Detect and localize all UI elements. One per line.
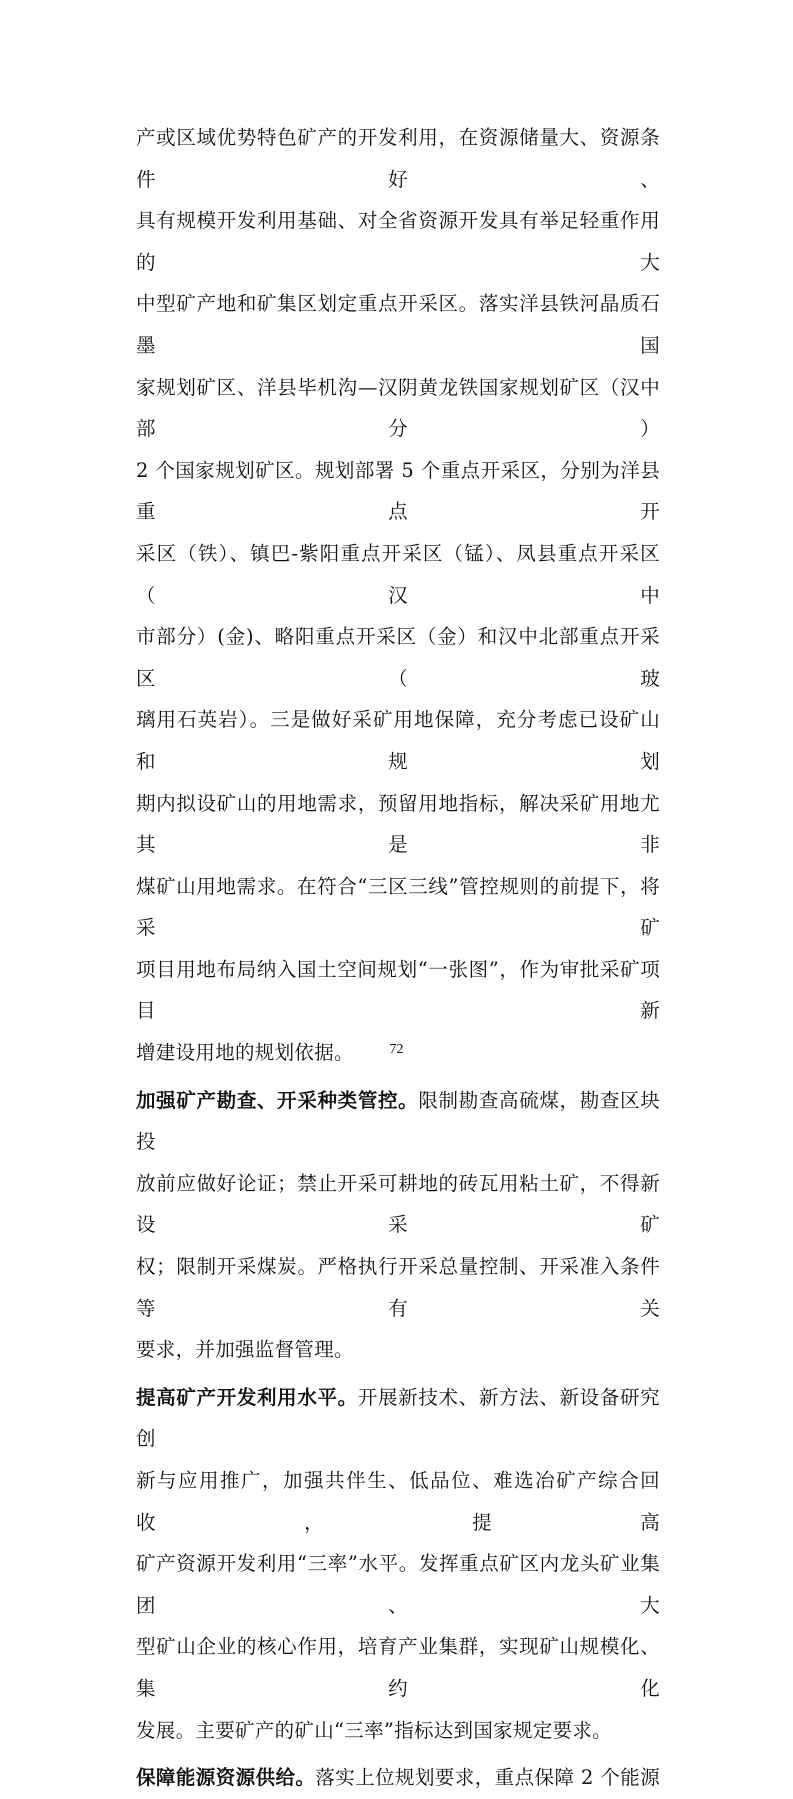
text-line: 2 个国家规划矿区。规划部署 5 个重点开采区，分别为洋县重点开 [136,458,660,524]
text-line: 产或区域优势特色矿产的开发利用，在资源储量大、资源条件好、 [136,126,660,191]
body-text [136,117,660,1799]
text-line: 璃用石英岩）。三是做好采矿用地保障，充分考虑已设矿山和规划 [136,708,660,773]
paragraph-heading: 保障能源资源供给。 [136,1766,316,1790]
paragraph-heading: 加强矿产勘查、开采种类管控。 [136,1088,419,1112]
paragraph-4 [136,1757,660,1799]
text-line: 矿产资源开发利用“三率”水平。发挥重点矿区内龙头矿业集团、大 [136,1552,660,1617]
text-line: 放前应做好论证；禁止开采可耕地的砖瓦用粘土矿，不得新设采矿 [136,1171,660,1237]
text-line: 发展。主要矿产的矿山“三率”指标达到国家规定要求。 [136,1718,612,1742]
text-line: 型矿山企业的核心作用，培育产业集群，实现矿山规模化、集约化 [136,1635,660,1700]
text-line [136,1757,660,1799]
paragraph-1 [136,117,660,1074]
text-line [136,1080,660,1163]
text-line: 采区（铁）、镇巴-紫阳重点开采区（锰）、凤县重点开采区（汉中 [136,541,660,607]
text-line-rest: 开展新技术、新方法、新设备研究创 [136,1385,660,1451]
text-line: 期内拟设矿山的用地需求，预留用地指标，解决采矿用地尤其是非 [136,791,660,857]
text-line: 增建设用地的规划依据。 [136,1041,354,1065]
paragraph-2 [136,1080,660,1371]
text-line: 权；限制开采煤炭。严格执行开采总量控制、开采准入条件等有关 [136,1255,660,1320]
text-line: 煤矿山用地需求。在符合“三区三线”管控规则的前提下，将采矿 [136,874,660,940]
paragraph-heading: 提高矿产开发利用水平。 [136,1385,358,1409]
paragraph-3 [136,1377,660,1751]
text-line-rest: 限制勘查高硫煤，勘查区块投 [136,1088,661,1154]
text-line-rest: 落实上位规划要求，重点保障 2 个能源 [315,1766,660,1790]
text-line: 具有规模开发利用基础、对全省资源开发具有举足轻重作用的大 [136,209,660,274]
text-line: 项目用地布局纳入国土空间规划“一张图”，作为审批采矿项目新 [136,957,660,1023]
text-line: 新与应用推广，加强共伴生、低品位、难选冶矿产综合回收，提高 [136,1469,660,1534]
text-line: 市部分）(金)、略阳重点开采区（金）和汉中北部重点开采区（玻 [136,625,660,690]
page-number: 72 [389,1042,404,1057]
text-line: 中型矿产地和矿集区划定重点开采区。落实洋县铁河晶质石墨国 [136,292,660,357]
text-line [136,1377,660,1460]
text-line: 要求，并加强监督管理。 [136,1338,354,1362]
text-line: 家规划矿区、洋县毕机沟—汉阴黄龙铁国家规划矿区（汉中部分） [136,375,660,441]
